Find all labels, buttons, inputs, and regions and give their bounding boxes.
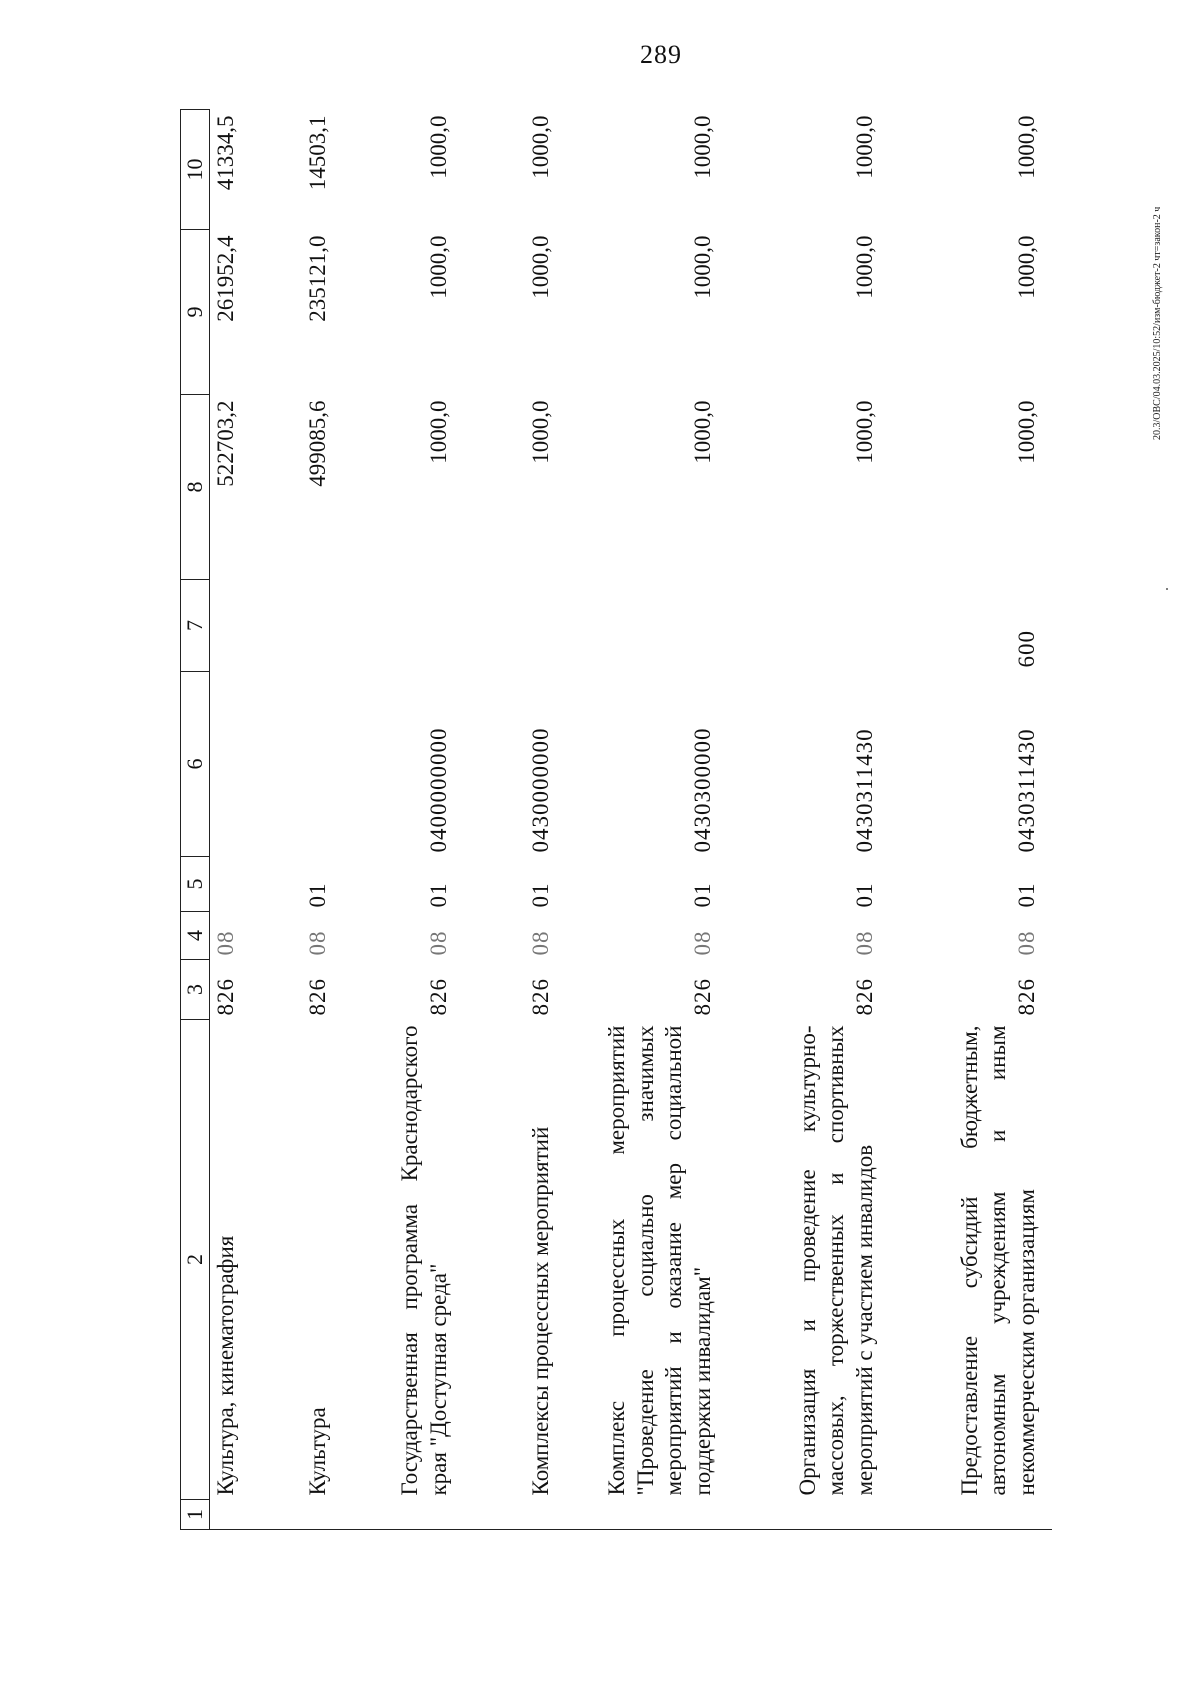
- cell-section: 08: [1013, 930, 1039, 956]
- row-name: Культура: [304, 1407, 330, 1496]
- cell-amount-8: 1000,0: [851, 400, 877, 464]
- cell-subsection: 01: [689, 882, 715, 908]
- table-row: [210, 110, 266, 1530]
- cell-target-article: 0430311430: [851, 728, 877, 853]
- budget-table-rotated: [180, 110, 1060, 1530]
- header-col-1: 1: [181, 1500, 210, 1530]
- cell-expense-type: [728, 580, 890, 672]
- cell-expense-type: [362, 580, 464, 672]
- cell-grbs: 826: [304, 978, 330, 1016]
- cell-target-article: [210, 672, 266, 857]
- cell-amount-9: 1000,0: [851, 235, 877, 299]
- cell-amount-8: 499085,6: [304, 400, 330, 487]
- row-name: Культура, кинематография: [213, 1235, 238, 1496]
- table-row: [890, 110, 1052, 1530]
- table-row: [464, 110, 566, 1530]
- cell-expense-type: [566, 580, 728, 672]
- row-name: Предоставление субсидий бюджетным, автономным учреждениям и иным некоммерческим организациям: [956, 1025, 1039, 1496]
- cell-amount-10: 14503,1: [304, 115, 330, 191]
- cell-amount-8: 1000,0: [425, 400, 451, 464]
- cell-section: 08: [689, 930, 715, 956]
- row-name: Государственная программа Краснодарского края "Доступная среда": [397, 1025, 451, 1496]
- cell-amount-9: 1000,0: [1013, 235, 1039, 299]
- cell-amount-10: 1000,0: [1013, 115, 1039, 179]
- header-col-7: 7: [181, 580, 210, 672]
- cell-grbs: 826: [1013, 978, 1039, 1016]
- cell-amount-9: 235121,0: [304, 235, 330, 322]
- cell-target-article: 0430000000: [527, 727, 553, 853]
- table-row: [266, 110, 362, 1530]
- cell-section: 08: [527, 930, 553, 956]
- cell-subsection: 01: [851, 882, 877, 908]
- cell-grbs: 826: [527, 978, 553, 1016]
- cell-amount-8: 522703,2: [213, 400, 238, 487]
- cell-section: 08: [851, 930, 877, 956]
- cell-subsection: 01: [425, 882, 451, 908]
- header-col-2: 2: [181, 1020, 210, 1500]
- cell-expense-type: [266, 580, 362, 672]
- cell-target-article: 0400000000: [425, 727, 451, 853]
- table-row: [566, 110, 728, 1530]
- table-header-row: [181, 110, 210, 1530]
- cell-subsection: 01: [1013, 882, 1039, 908]
- cell-target-article: 0430311430: [1013, 728, 1039, 853]
- header-col-9: 9: [181, 230, 210, 395]
- document-footer-code: 20.3/OBC/04.03.2025/10:52/изм-бюджет-2 чт=закон-2 ч: [1152, 206, 1163, 440]
- cell-section: 08: [304, 930, 330, 956]
- cell-grbs: 826: [851, 978, 877, 1016]
- budget-table: [180, 109, 1052, 1530]
- table-row: [362, 110, 464, 1530]
- cell-amount-8: 1000,0: [1013, 400, 1039, 464]
- cell-amount-10: 1000,0: [425, 115, 451, 179]
- cell-amount-9: 1000,0: [425, 235, 451, 299]
- cell-subsection: 01: [304, 882, 330, 908]
- header-col-5: 5: [181, 857, 210, 912]
- cell-subsection: 01: [527, 882, 553, 908]
- cell-target-article: 0430300000: [689, 727, 715, 853]
- cell-grbs: 826: [689, 978, 715, 1016]
- cell-expense-type: 600: [1013, 630, 1039, 668]
- cell-section: 08: [213, 930, 238, 956]
- cell-amount-9: 1000,0: [527, 235, 553, 299]
- cell-target-article: [266, 672, 362, 857]
- header-col-3: 3: [181, 960, 210, 1020]
- cell-expense-type: [464, 580, 566, 672]
- cell-amount-10: 1000,0: [527, 115, 553, 179]
- row-name: Организация и проведение культурно-массовых, торжественных и спортивных мероприятий с участием инвалидов: [794, 1025, 877, 1496]
- header-col-6: 6: [181, 672, 210, 857]
- cell-amount-10: 41334,5: [213, 115, 238, 191]
- header-col-4: 4: [181, 912, 210, 960]
- header-col-10: 10: [181, 110, 210, 230]
- cell-amount-8: 1000,0: [689, 400, 715, 464]
- row-name: Комплексы процессных мероприятий: [527, 1126, 553, 1496]
- cell-amount-9: 1000,0: [689, 235, 715, 299]
- cell-grbs: 826: [213, 978, 238, 1016]
- cell-amount-8: 1000,0: [527, 400, 553, 464]
- cell-section: 08: [425, 930, 451, 956]
- cell-amount-10: 1000,0: [851, 115, 877, 179]
- cell-amount-9: 261952,4: [213, 235, 238, 322]
- header-col-8: 8: [181, 395, 210, 580]
- table-row: [728, 110, 890, 1530]
- cell-subsection: [210, 857, 266, 912]
- cell-amount-10: 1000,0: [689, 115, 715, 179]
- page-number: 289: [640, 40, 682, 69]
- scan-dot-mark: [1166, 588, 1168, 590]
- cell-grbs: 826: [425, 978, 451, 1016]
- row-name: Комплекс процессных мероприятий "Проведение социально значимых мероприятий и оказание мер социальной поддержки инвалидам": [604, 1025, 715, 1496]
- cell-expense-type: [210, 580, 266, 672]
